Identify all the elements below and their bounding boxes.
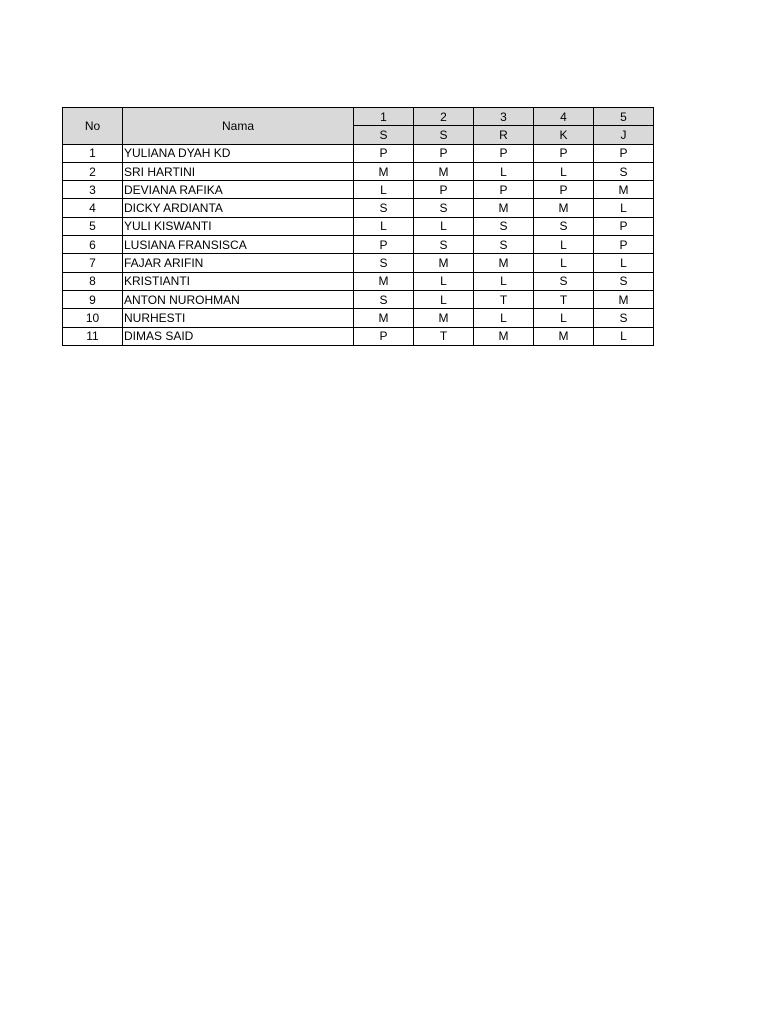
row-value-5: S: [594, 309, 654, 327]
row-value-3: P: [474, 181, 534, 199]
header-letter-1: S: [354, 126, 414, 144]
header-letter-4: K: [534, 126, 594, 144]
row-value-1: M: [354, 309, 414, 327]
row-value-3: L: [474, 162, 534, 180]
row-value-4: P: [534, 144, 594, 162]
row-value-1: P: [354, 236, 414, 254]
row-value-1: S: [354, 290, 414, 308]
row-value-2: P: [414, 144, 474, 162]
row-value-5: L: [594, 327, 654, 345]
row-number: 8: [63, 272, 123, 290]
row-value-4: P: [534, 181, 594, 199]
row-number: 1: [63, 144, 123, 162]
row-value-1: S: [354, 254, 414, 272]
row-value-5: M: [594, 181, 654, 199]
header-number-5: 5: [594, 108, 654, 126]
table-row: [63, 144, 654, 162]
row-value-1: M: [354, 162, 414, 180]
row-value-5: P: [594, 217, 654, 235]
table-row: [63, 236, 654, 254]
row-number: 3: [63, 181, 123, 199]
row-value-4: L: [534, 162, 594, 180]
row-name: ANTON NUROHMAN: [123, 290, 354, 308]
table-row: [63, 162, 654, 180]
row-value-3: S: [474, 217, 534, 235]
row-value-1: L: [354, 181, 414, 199]
row-value-4: L: [534, 236, 594, 254]
row-number: 5: [63, 217, 123, 235]
row-number: 10: [63, 309, 123, 327]
row-name: DICKY ARDIANTA: [123, 199, 354, 217]
row-value-4: L: [534, 254, 594, 272]
row-value-3: M: [474, 254, 534, 272]
header-row-numbers: [63, 108, 654, 126]
row-name: LUSIANA FRANSISCA: [123, 236, 354, 254]
row-value-4: S: [534, 272, 594, 290]
table-row: [63, 199, 654, 217]
header-letter-3: R: [474, 126, 534, 144]
header-number-1: 1: [354, 108, 414, 126]
row-name: NURHESTI: [123, 309, 354, 327]
row-value-4: M: [534, 327, 594, 345]
row-value-5: S: [594, 272, 654, 290]
row-value-3: P: [474, 144, 534, 162]
header-number-3: 3: [474, 108, 534, 126]
row-value-3: T: [474, 290, 534, 308]
row-name: DEVIANA RAFIKA: [123, 181, 354, 199]
header-letter-5: J: [594, 126, 654, 144]
row-value-5: L: [594, 199, 654, 217]
row-value-3: M: [474, 199, 534, 217]
table-row: [63, 309, 654, 327]
row-name: FAJAR ARIFIN: [123, 254, 354, 272]
row-value-2: L: [414, 217, 474, 235]
row-value-5: P: [594, 236, 654, 254]
row-name: DIMAS SAID: [123, 327, 354, 345]
table-row: [63, 327, 654, 345]
table-row: [63, 181, 654, 199]
data-sheet: [62, 107, 654, 346]
header-number-4: 4: [534, 108, 594, 126]
row-value-4: S: [534, 217, 594, 235]
row-value-1: P: [354, 144, 414, 162]
row-number: 6: [63, 236, 123, 254]
row-value-2: L: [414, 272, 474, 290]
row-value-1: L: [354, 217, 414, 235]
row-value-2: L: [414, 290, 474, 308]
row-number: 2: [63, 162, 123, 180]
row-name: KRISTIANTI: [123, 272, 354, 290]
row-value-5: P: [594, 144, 654, 162]
row-value-3: L: [474, 309, 534, 327]
table-row: [63, 254, 654, 272]
student-table: [62, 107, 654, 346]
row-value-2: P: [414, 181, 474, 199]
row-value-2: M: [414, 162, 474, 180]
row-value-4: T: [534, 290, 594, 308]
header-name: Nama: [123, 108, 354, 145]
row-value-5: S: [594, 162, 654, 180]
row-value-2: M: [414, 254, 474, 272]
row-number: 9: [63, 290, 123, 308]
row-value-2: T: [414, 327, 474, 345]
row-value-3: S: [474, 236, 534, 254]
row-name: SRI HARTINI: [123, 162, 354, 180]
table-row: [63, 290, 654, 308]
row-value-5: L: [594, 254, 654, 272]
header-letter-2: S: [414, 126, 474, 144]
row-value-1: P: [354, 327, 414, 345]
row-number: 4: [63, 199, 123, 217]
row-value-2: S: [414, 236, 474, 254]
table-row: [63, 272, 654, 290]
row-value-3: M: [474, 327, 534, 345]
row-value-2: S: [414, 199, 474, 217]
row-value-3: L: [474, 272, 534, 290]
table-row: [63, 217, 654, 235]
row-name: YULIANA DYAH KD: [123, 144, 354, 162]
header-no: No: [63, 108, 123, 145]
table-body: [63, 144, 654, 345]
row-value-4: L: [534, 309, 594, 327]
row-value-1: S: [354, 199, 414, 217]
row-name: YULI KISWANTI: [123, 217, 354, 235]
row-value-4: M: [534, 199, 594, 217]
header-number-2: 2: [414, 108, 474, 126]
row-number: 11: [63, 327, 123, 345]
row-value-2: M: [414, 309, 474, 327]
row-value-1: M: [354, 272, 414, 290]
row-number: 7: [63, 254, 123, 272]
row-value-5: M: [594, 290, 654, 308]
